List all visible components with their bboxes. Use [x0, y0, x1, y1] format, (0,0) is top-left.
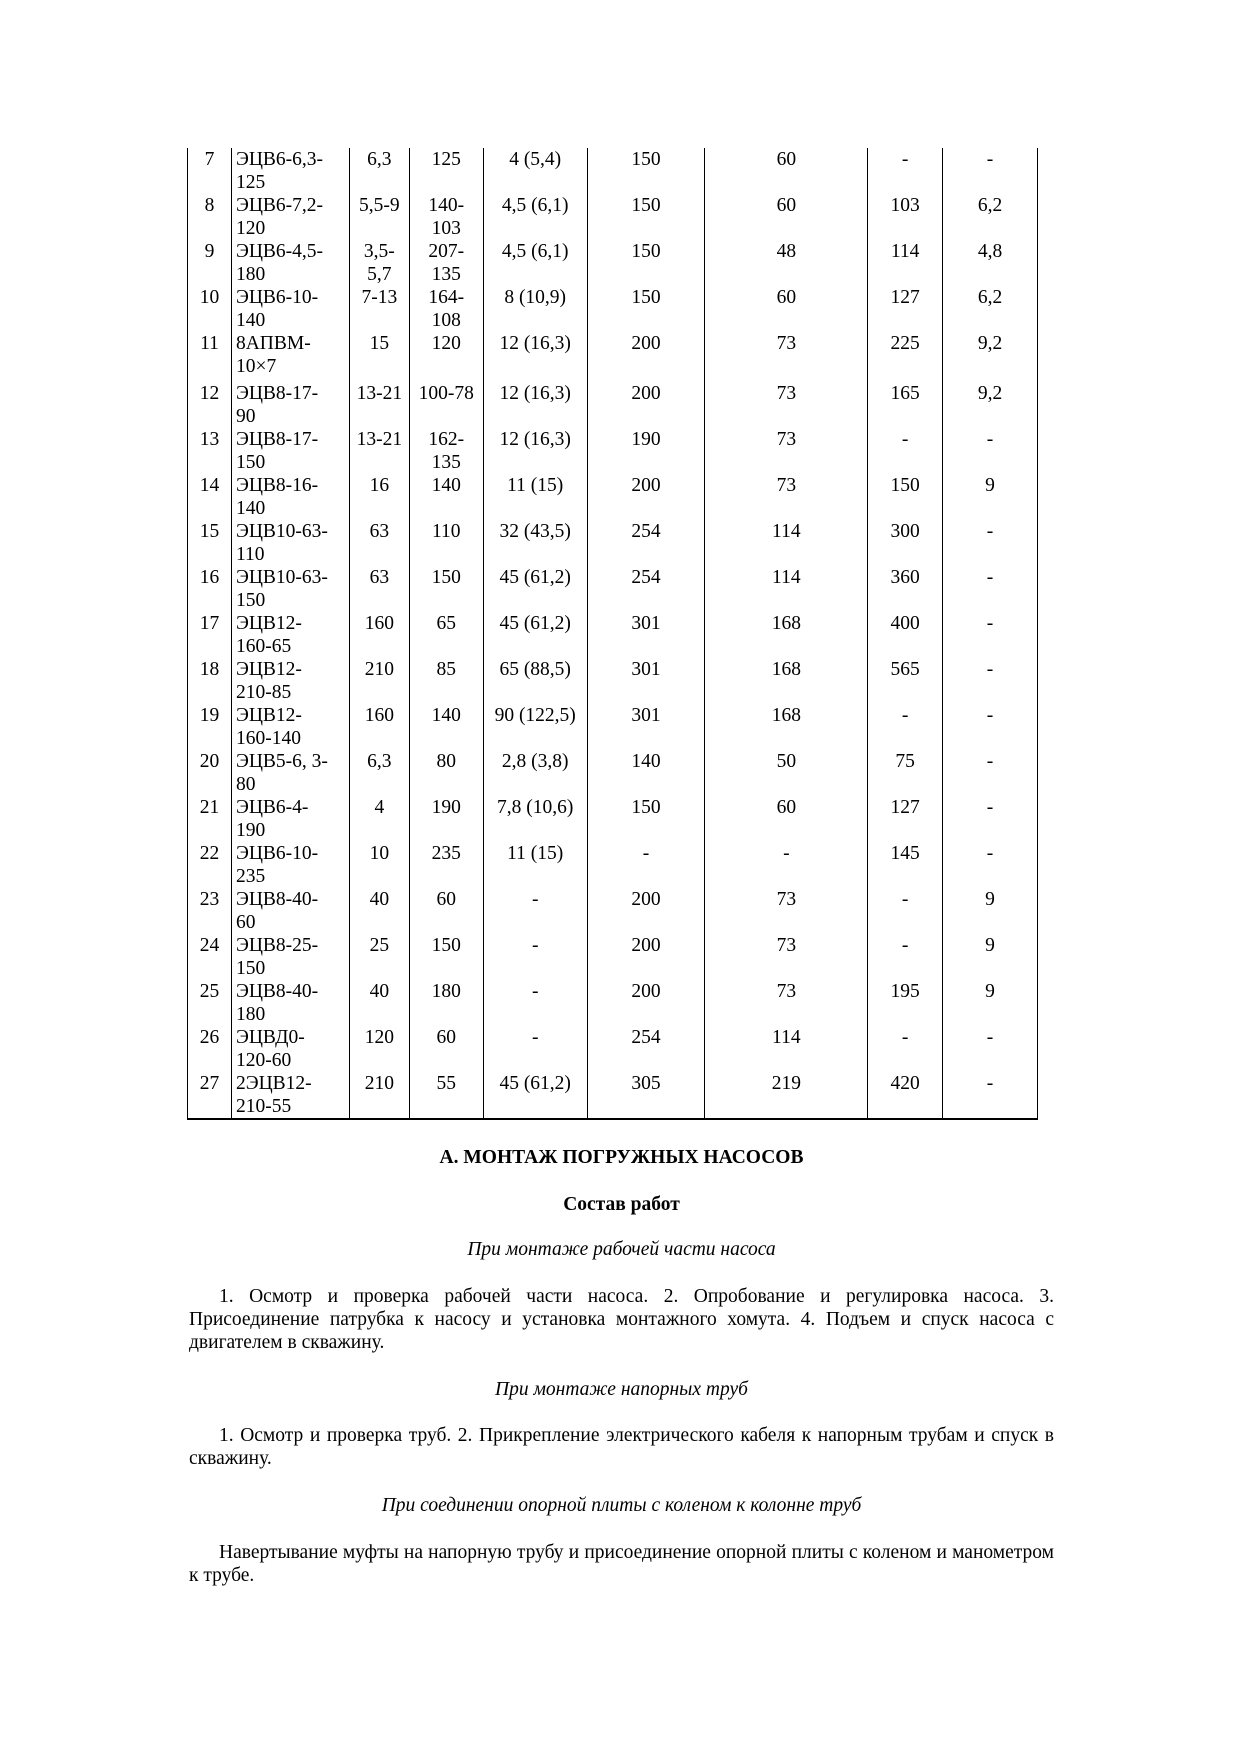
table-cell: 6,3	[349, 148, 409, 194]
table-cell: 60	[409, 1026, 483, 1072]
table-cell: 4 (5,4)	[483, 148, 587, 194]
table-row	[188, 1072, 1038, 1119]
table-cell: 9	[943, 980, 1038, 1026]
section-subtitle-block	[189, 1193, 1054, 1216]
pump-model-cell: ЭЦВ8-17- 150	[231, 428, 349, 474]
table-cell: 11 (15)	[483, 842, 587, 888]
table-cell: 73	[705, 980, 868, 1026]
table-cell: 400	[868, 612, 943, 658]
table-cell: 3,5- 5,7	[349, 240, 409, 286]
table-cell: 305	[587, 1072, 705, 1119]
table-cell: 45 (61,2)	[483, 1072, 587, 1119]
table-cell: 168	[705, 612, 868, 658]
part-3-heading-block	[189, 1494, 1054, 1517]
pump-model-cell: ЭЦВ6-4,5- 180	[231, 240, 349, 286]
table-cell: 150	[587, 194, 705, 240]
table-cell: 63	[349, 566, 409, 612]
table-cell: 9,2	[943, 382, 1038, 428]
table-cell: 16	[188, 566, 232, 612]
table-cell: -	[483, 1026, 587, 1072]
table-cell: 114	[705, 566, 868, 612]
table-cell: 48	[705, 240, 868, 286]
table-cell: 254	[587, 566, 705, 612]
table-cell: 9,2	[943, 332, 1038, 382]
table-cell: 45 (61,2)	[483, 566, 587, 612]
table-cell: 150	[587, 796, 705, 842]
table-cell: 9	[943, 474, 1038, 520]
table-row	[188, 520, 1038, 566]
pump-model-cell: ЭЦВ5-6, 3- 80	[231, 750, 349, 796]
pump-model-cell: ЭЦВ6-7,2- 120	[231, 194, 349, 240]
table-cell: 22	[188, 842, 232, 888]
table-cell: 300	[868, 520, 943, 566]
table-cell: 45 (61,2)	[483, 612, 587, 658]
table-cell: 13-21	[349, 428, 409, 474]
table-cell: 27	[188, 1072, 232, 1119]
part-heading: При монтаже рабочей части насоса	[467, 1239, 776, 1260]
table-cell: 9	[943, 888, 1038, 934]
table-cell: 225	[868, 332, 943, 382]
table-cell: -	[943, 612, 1038, 658]
table-cell: 23	[188, 888, 232, 934]
table-cell: 200	[587, 382, 705, 428]
part-2-text-block	[189, 1424, 1054, 1470]
table-cell: -	[943, 842, 1038, 888]
table-cell: 301	[587, 658, 705, 704]
table-cell: 254	[587, 1026, 705, 1072]
table-cell: 65	[409, 612, 483, 658]
pump-model-cell: ЭЦВ8-40- 180	[231, 980, 349, 1026]
table-cell: 18	[188, 658, 232, 704]
table-cell: 25	[188, 980, 232, 1026]
table-cell: 60	[705, 148, 868, 194]
table-cell: 55	[409, 1072, 483, 1119]
table-cell: 103	[868, 194, 943, 240]
table-cell: 180	[409, 980, 483, 1026]
table-row	[188, 934, 1038, 980]
table-cell: 120	[409, 332, 483, 382]
table-cell: 235	[409, 842, 483, 888]
table-cell: 9	[188, 240, 232, 286]
table-cell: 2,8 (3,8)	[483, 750, 587, 796]
part-text: Навертывание муфты на напорную трубу и присоединение опорной плиты с коленом и манометром к трубе.	[189, 1542, 1054, 1586]
table-cell: -	[943, 148, 1038, 194]
table-cell: 60	[409, 888, 483, 934]
pump-model-cell: ЭЦВ8-16- 140	[231, 474, 349, 520]
table-cell: 8 (10,9)	[483, 286, 587, 332]
pump-model-cell: ЭЦВ8-25- 150	[231, 934, 349, 980]
table-row	[188, 750, 1038, 796]
part-text: 1. Осмотр и проверка труб. 2. Прикрепление электрического кабеля к напорным трубам и спуск в скважину.	[189, 1425, 1054, 1469]
table-cell: -	[943, 750, 1038, 796]
table-cell: -	[943, 566, 1038, 612]
table-cell: 254	[587, 520, 705, 566]
table-cell: 150	[409, 934, 483, 980]
table-cell: -	[587, 842, 705, 888]
table-cell: 4,5 (6,1)	[483, 194, 587, 240]
table-cell: 210	[349, 1072, 409, 1119]
pump-model-cell: ЭЦВ12- 210-85	[231, 658, 349, 704]
table-cell: 4,5 (6,1)	[483, 240, 587, 286]
table-cell: 12 (16,3)	[483, 428, 587, 474]
table-row	[188, 566, 1038, 612]
table-row	[188, 1026, 1038, 1072]
table-cell: 73	[705, 332, 868, 382]
part-heading: При соединении опорной плиты с коленом к колонне труб	[381, 1495, 862, 1516]
table-cell: 50	[705, 750, 868, 796]
pump-model-cell: ЭЦВ6-10- 140	[231, 286, 349, 332]
table-cell: -	[483, 980, 587, 1026]
table-row	[188, 148, 1038, 194]
table-row	[188, 842, 1038, 888]
table-cell: 5,5-9	[349, 194, 409, 240]
table-cell: 15	[349, 332, 409, 382]
table-cell: 11	[188, 332, 232, 382]
pump-model-cell: ЭЦВ12- 160-140	[231, 704, 349, 750]
table-cell: -	[943, 428, 1038, 474]
table-cell: 4	[349, 796, 409, 842]
table-cell: 150	[587, 240, 705, 286]
pump-model-cell: ЭЦВ8-40- 60	[231, 888, 349, 934]
table-cell: 140	[409, 704, 483, 750]
table-cell: 65 (88,5)	[483, 658, 587, 704]
table-cell: 207- 135	[409, 240, 483, 286]
table-cell: 73	[705, 934, 868, 980]
table-row	[188, 980, 1038, 1026]
table-cell: 60	[705, 286, 868, 332]
table-cell: 565	[868, 658, 943, 704]
pump-model-cell: ЭЦВ8-17- 90	[231, 382, 349, 428]
table-cell: -	[483, 888, 587, 934]
table-cell: 11 (15)	[483, 474, 587, 520]
table-cell: 12 (16,3)	[483, 332, 587, 382]
table-row	[188, 428, 1038, 474]
table-row	[188, 658, 1038, 704]
table-row	[188, 704, 1038, 750]
table-cell: 114	[705, 520, 868, 566]
table-cell: 16	[349, 474, 409, 520]
table-cell: -	[705, 842, 868, 888]
table-cell: 127	[868, 286, 943, 332]
part-heading: При монтаже напорных труб	[495, 1379, 748, 1400]
table-row	[188, 796, 1038, 842]
table-cell: -	[943, 704, 1038, 750]
table-row	[188, 474, 1038, 520]
table-cell: 200	[587, 474, 705, 520]
table-cell: 13	[188, 428, 232, 474]
table-cell: -	[943, 658, 1038, 704]
table-cell: 10	[349, 842, 409, 888]
pump-model-cell: ЭЦВД0- 120-60	[231, 1026, 349, 1072]
table-cell: 90 (122,5)	[483, 704, 587, 750]
table-cell: 301	[587, 704, 705, 750]
table-row	[188, 240, 1038, 286]
table-cell: 26	[188, 1026, 232, 1072]
pump-model-cell: 8АПВМ- 10×7	[231, 332, 349, 382]
table-cell: 21	[188, 796, 232, 842]
table-cell: 120	[349, 1026, 409, 1072]
table-cell: -	[483, 934, 587, 980]
table-cell: 360	[868, 566, 943, 612]
part-2-heading-block	[189, 1378, 1054, 1401]
section-subtitle: Состав работ	[563, 1194, 680, 1215]
table-cell: 200	[587, 980, 705, 1026]
table-cell: 63	[349, 520, 409, 566]
table-row	[188, 332, 1038, 382]
table-cell: 7,8 (10,6)	[483, 796, 587, 842]
table-cell: 20	[188, 750, 232, 796]
table-row	[188, 382, 1038, 428]
table-cell: 14	[188, 474, 232, 520]
table-cell: 150	[587, 148, 705, 194]
pump-model-cell: ЭЦВ10-63- 150	[231, 566, 349, 612]
table-cell: 150	[587, 286, 705, 332]
table-cell: 150	[409, 566, 483, 612]
table-cell: 60	[705, 194, 868, 240]
table-cell: 210	[349, 658, 409, 704]
table-cell: 80	[409, 750, 483, 796]
table-row	[188, 194, 1038, 240]
table-cell: -	[943, 796, 1038, 842]
table-cell: 6,2	[943, 286, 1038, 332]
table-cell: 114	[705, 1026, 868, 1072]
table-cell: 160	[349, 612, 409, 658]
table-cell: 10	[188, 286, 232, 332]
table-cell: 6,2	[943, 194, 1038, 240]
table-cell: 25	[349, 934, 409, 980]
table-cell: 190	[587, 428, 705, 474]
table-cell: 6,3	[349, 750, 409, 796]
table-cell: 160	[349, 704, 409, 750]
table-cell: 24	[188, 934, 232, 980]
section-title	[189, 1146, 1054, 1169]
table-cell: 73	[705, 474, 868, 520]
table-cell: 60	[705, 796, 868, 842]
part-text: 1. Осмотр и проверка рабочей части насоса. 2. Опробование и регулировка насоса. 3. Присоединение патрубка к насосу и установка монтажного хомута. 4. Подъем и спуск насоса с двигателем в скважину.	[189, 1286, 1054, 1353]
part-3-text-block	[189, 1541, 1054, 1587]
table-cell: 7-13	[349, 286, 409, 332]
table-cell: 110	[409, 520, 483, 566]
table-cell: 75	[868, 750, 943, 796]
table-cell: 4,8	[943, 240, 1038, 286]
table-cell: 127	[868, 796, 943, 842]
pump-model-cell: ЭЦВ6-10- 235	[231, 842, 349, 888]
table-cell: 200	[587, 934, 705, 980]
table-row	[188, 286, 1038, 332]
table-body	[188, 148, 1038, 1119]
table-cell: 12 (16,3)	[483, 382, 587, 428]
table-cell: 73	[705, 382, 868, 428]
table-cell: -	[868, 704, 943, 750]
pump-model-cell: 2ЭЦВ12- 210-55	[231, 1072, 349, 1119]
table-cell: 73	[705, 888, 868, 934]
table-cell: 85	[409, 658, 483, 704]
table-cell: 40	[349, 888, 409, 934]
table-cell: 114	[868, 240, 943, 286]
table-cell: -	[943, 1026, 1038, 1072]
table-cell: 73	[705, 428, 868, 474]
table-cell: 162- 135	[409, 428, 483, 474]
table-cell: -	[868, 428, 943, 474]
table-cell: 140	[587, 750, 705, 796]
table-cell: -	[943, 520, 1038, 566]
section-heading: А. МОНТАЖ ПОГРУЖНЫХ НАСОСОВ	[439, 1147, 804, 1168]
pump-model-cell: ЭЦВ6-4- 190	[231, 796, 349, 842]
pump-model-cell: ЭЦВ12- 160-65	[231, 612, 349, 658]
table-cell: 165	[868, 382, 943, 428]
table-cell: 200	[587, 888, 705, 934]
table-cell: 8	[188, 194, 232, 240]
table-cell: -	[868, 934, 943, 980]
table-cell: 145	[868, 842, 943, 888]
table-cell: 125	[409, 148, 483, 194]
table-cell: 168	[705, 658, 868, 704]
table-cell: -	[868, 1026, 943, 1072]
table-cell: 219	[705, 1072, 868, 1119]
table-cell: 150	[868, 474, 943, 520]
pump-spec-table	[187, 148, 1038, 1120]
table-cell: 190	[409, 796, 483, 842]
pump-model-cell: ЭЦВ6-6,3- 125	[231, 148, 349, 194]
part-1-heading-block	[189, 1238, 1054, 1261]
table-cell: -	[868, 888, 943, 934]
table-cell: 100-78	[409, 382, 483, 428]
table-cell: 140- 103	[409, 194, 483, 240]
table-cell: 200	[587, 332, 705, 382]
table-cell: 13-21	[349, 382, 409, 428]
part-1-text-block	[189, 1285, 1054, 1354]
table-cell: 12	[188, 382, 232, 428]
table-cell: 7	[188, 148, 232, 194]
table-cell: 420	[868, 1072, 943, 1119]
table-row	[188, 612, 1038, 658]
table-cell: 19	[188, 704, 232, 750]
table-cell: 168	[705, 704, 868, 750]
table-cell: 40	[349, 980, 409, 1026]
table-cell: 32 (43,5)	[483, 520, 587, 566]
pump-model-cell: ЭЦВ10-63- 110	[231, 520, 349, 566]
table-cell: 164- 108	[409, 286, 483, 332]
table-cell: 195	[868, 980, 943, 1026]
table-cell: 301	[587, 612, 705, 658]
table-cell: 9	[943, 934, 1038, 980]
table-cell: 17	[188, 612, 232, 658]
table-cell: -	[868, 148, 943, 194]
table-cell: 15	[188, 520, 232, 566]
table-cell: -	[943, 1072, 1038, 1119]
table-row	[188, 888, 1038, 934]
table-cell: 140	[409, 474, 483, 520]
